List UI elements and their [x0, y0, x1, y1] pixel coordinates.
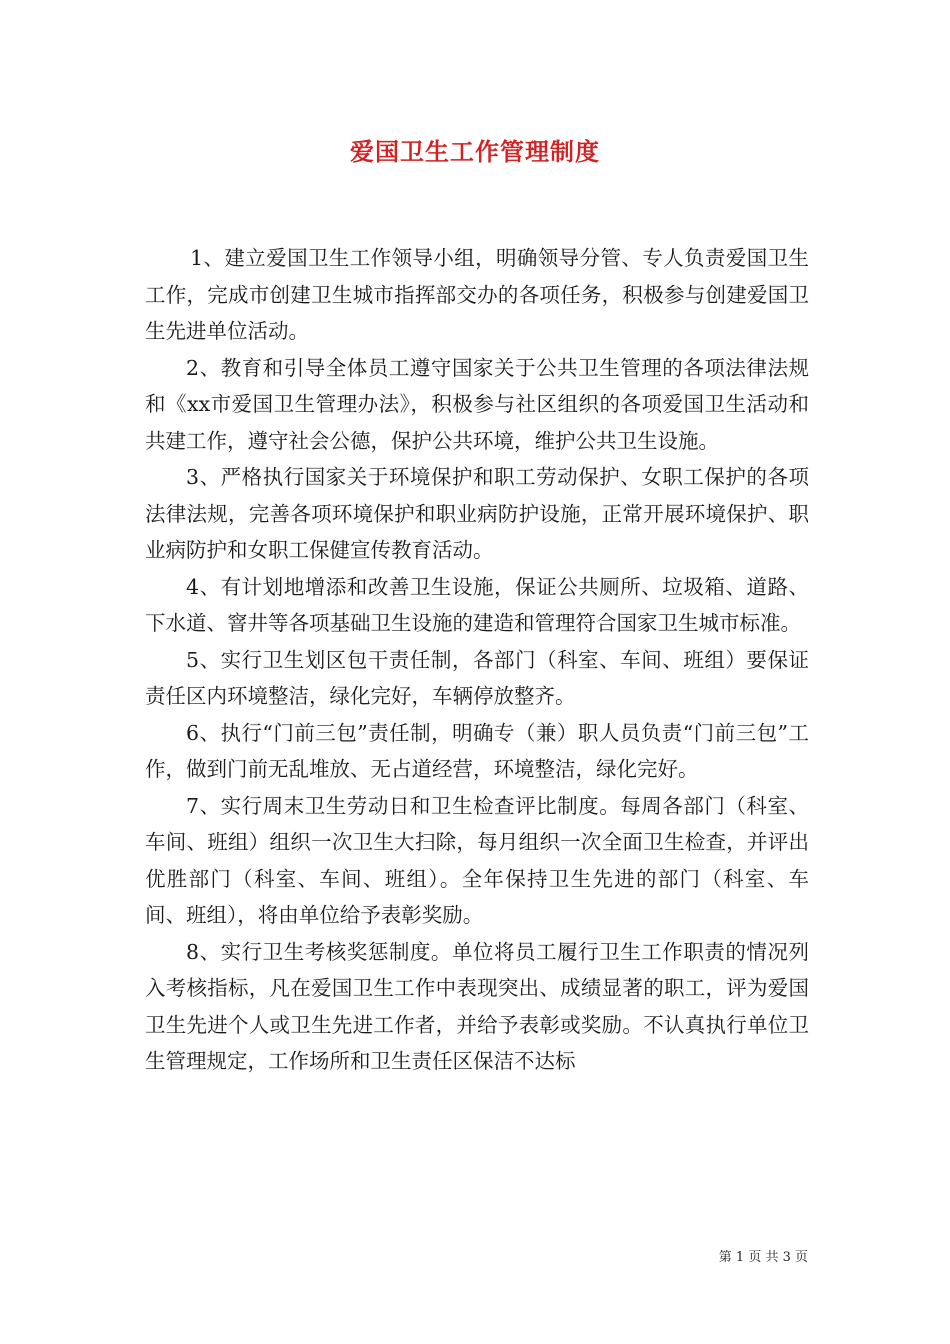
page-number-footer: 第 1 页 共 3 页	[718, 1250, 808, 1265]
paragraph-4: 4、有计划地增添和改善卫生设施，保证公共厕所、垃圾箱、道路、下水道、窨井等各项基础卫生设施的建造和管理符合国家卫生城市标准。	[145, 574, 809, 635]
paragraph-2: 2、教育和引导全体员工遵守国家关于公共卫生管理的各项法律法规和《xx市爱国卫生管理办法》，积极参与社区组织的各项爱国卫生活动和共建工作，遵守社会公德，保护公共环境，维护公共卫生设施。	[145, 355, 809, 453]
paragraph-6: 6、执行“门前三包”责任制，明确专（兼）职人员负责“门前三包”工作，做到门前无乱堆放、无占道经营，环境整洁，绿化完好。	[145, 720, 809, 781]
document-title: 爱国卫生工作管理制度	[350, 137, 600, 166]
paragraph-5: 5、实行卫生划区包干责任制，各部门（科室、车间、班组）要保证责任区内环境整洁，绿化完好，车辆停放整齐。	[145, 647, 809, 708]
paragraph-3: 3、严格执行国家关于环境保护和职工劳动保护、女职工保护的各项法律法规，完善各项环境保护和职业病防护设施，正常开展环境保护、职业病防护和女职工保健宣传教育活动。	[145, 465, 809, 562]
document-body	[145, 240, 809, 1080]
paragraph-8: 8、实行卫生考核奖惩制度。单位将员工履行卫生工作职责的情况列入考核指标，凡在爱国卫生工作中表现突出、成绩显著的职工，评为爱国卫生先进个人或卫生先进工作者，并给予表彰或奖励。不认真执行单位卫生管理规定，工作场所和卫生责任区保洁不达标	[145, 939, 809, 1073]
paragraph-7: 7、实行周末卫生劳动日和卫生检查评比制度。每周各部门（科室、车间、班组）组织一次卫生大扫除，每月组织一次全面卫生检查，并评出优胜部门（科室、车间、班组）。全年保持卫生先进的部门（科室、车间、班组），将由单位给予表彰奖励。	[145, 793, 809, 927]
paragraph-1: 1、建立爱国卫生工作领导小组，明确领导分管、专人负责爱国卫生工作，完成市创建卫生城市指挥部交办的各项任务，积极参与创建爱国卫生先进单位活动。	[145, 246, 809, 343]
